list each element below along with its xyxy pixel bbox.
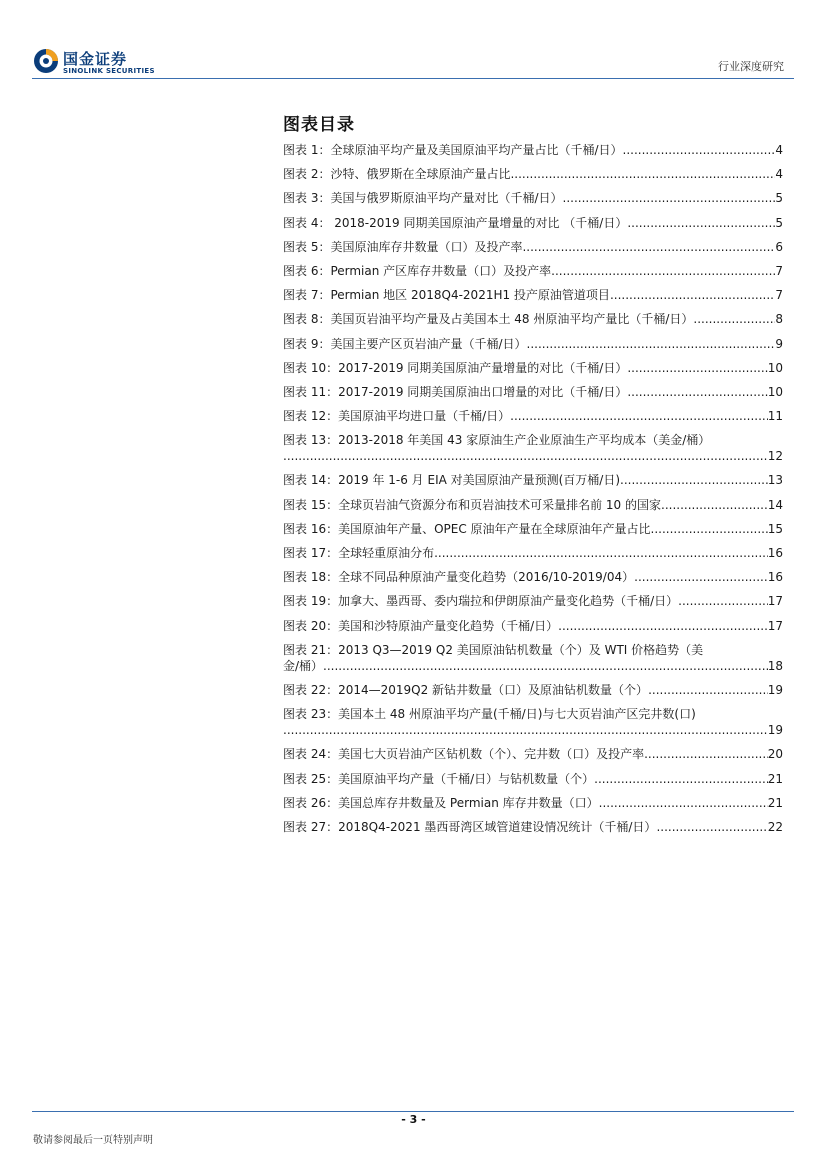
toc-entry-text: 图表 1：全球原油平均产量及美国原油平均产量占比（千桶/日） [283, 143, 623, 157]
toc-entry-page: 13 [767, 473, 783, 488]
toc-leader-dots [634, 569, 768, 585]
toc-entry-page: 6 [775, 239, 783, 254]
toc-entry[interactable] [283, 239, 783, 255]
company-name-cn: 国金证券 [63, 50, 128, 68]
toc-leader-dots [527, 336, 776, 352]
toc-leader-dots [661, 497, 768, 513]
toc-entry-text: 图表 17：全球轻重原油分布 [283, 546, 435, 560]
company-name-en: SINOLINK SECURITIES [63, 67, 155, 75]
toc-title: 图表目录 [283, 115, 355, 135]
toc-entry-text: 图表 2：沙特、俄罗斯在全球原油产量占比 [283, 167, 511, 182]
toc-entry-text: 图表 10：2017-2019 同期美国原油产量增量的对比（千桶/日） [283, 360, 628, 375]
toc-entry-line [283, 360, 783, 376]
toc-entry-line [283, 658, 783, 674]
toc-entry[interactable] [283, 682, 783, 698]
toc-leader-dots [644, 746, 768, 762]
toc-entry-line [283, 311, 783, 327]
toc-entry-line [283, 569, 783, 585]
toc-entry-text-line1: 图表 13：2013-2018 年美国 43 家原油生产企业原油生产平均成本（美金/桶） [283, 433, 711, 448]
toc-entry-text: 图表 16：美国原油年产量、OPEC 原油年产量在全球原油年产量占比 [283, 521, 651, 536]
toc-entry-page: 5 [775, 215, 783, 230]
toc-entry[interactable] [283, 263, 783, 279]
toc-entry-line [283, 263, 783, 279]
toc-leader-dots [627, 360, 767, 376]
toc-entry-text-line1: 图表 23：美国本土 48 州原油平均产量(千桶/日)与七大页岩油产区完井数(口) [283, 707, 696, 722]
toc-entry-line [283, 190, 783, 206]
toc-entry-page: 4 [775, 143, 783, 157]
table-of-figures [283, 142, 783, 843]
toc-entry-page: 21 [767, 771, 783, 786]
toc-entry-page: 17 [767, 594, 783, 609]
toc-entry[interactable] [283, 190, 783, 206]
toc-entry-text: 图表 7：Permian 地区 2018Q4-2021H1 投产原油管道项目 [283, 288, 610, 303]
toc-leader-dots [599, 795, 768, 811]
toc-leader-dots [323, 658, 768, 674]
toc-entry-line [283, 472, 783, 488]
toc-leader-dots [558, 618, 768, 634]
toc-entry-page: 16 [767, 546, 783, 560]
toc-entry-line [283, 215, 783, 231]
toc-entry[interactable] [283, 746, 783, 762]
toc-entry[interactable] [283, 545, 783, 561]
toc-entry-line [283, 287, 783, 303]
toc-entry-page: 17 [767, 618, 783, 633]
page-header [0, 0, 827, 82]
toc-entry-page: 22 [767, 819, 783, 834]
toc-entry[interactable] [283, 432, 783, 464]
toc-entry-line [283, 336, 783, 352]
page-number: - 3 - [401, 1113, 426, 1126]
toc-leader-dots [563, 190, 776, 206]
toc-entry-line [283, 142, 783, 158]
toc-entry-text: 图表 19：加拿大、墨西哥、委内瑞拉和伊朗原油产量变化趋势（千桶/日） [283, 594, 679, 609]
footer-disclaimer: 敬请参阅最后一页特别声明 [33, 1135, 153, 1146]
toc-leader-dots [551, 263, 775, 279]
toc-entry-line [283, 166, 783, 182]
toc-entry[interactable] [283, 142, 783, 158]
toc-entry-page: 15 [767, 521, 783, 536]
toc-entry-line [283, 746, 783, 762]
toc-entry-page: 10 [767, 360, 783, 375]
toc-leader-dots [283, 448, 768, 464]
toc-leader-dots [623, 142, 776, 158]
toc-entry-text: 图表 26：美国总库存井数量及 Permian 库存井数量（口） [283, 795, 599, 810]
toc-leader-dots [651, 521, 768, 537]
toc-leader-dots [678, 593, 768, 609]
toc-entry[interactable] [283, 706, 783, 738]
toc-leader-dots [648, 682, 768, 698]
toc-entry-page: 9 [775, 336, 783, 351]
toc-entry-line [283, 408, 783, 424]
toc-entry-text: 图表 20：美国和沙特原油产量变化趋势（千桶/日） [283, 618, 559, 633]
toc-leader-dots [656, 819, 767, 835]
toc-entry-text: 图表 9：美国主要产区页岩油产量（千桶/日） [283, 336, 527, 351]
toc-leader-dots [594, 771, 768, 787]
toc-entry-line [283, 722, 783, 738]
toc-leader-dots [510, 408, 768, 424]
toc-entry-line [283, 593, 783, 609]
toc-entry[interactable] [283, 360, 783, 376]
toc-entry-line [283, 239, 783, 255]
toc-entry-text: 图表 25：美国原油平均产量（千桶/日）与钻机数量（个） [283, 771, 595, 786]
toc-entry[interactable] [283, 408, 783, 424]
toc-entry-page: 20 [767, 747, 783, 762]
toc-entry-text: 图表 18：全球不同品种原油产量变化趋势（2016/10-2019/04） [283, 570, 635, 585]
toc-entry-page: 19 [767, 682, 783, 697]
toc-entry[interactable] [283, 384, 783, 400]
toc-entry-text: 金/桶） [283, 658, 324, 673]
toc-leader-dots [522, 239, 775, 255]
toc-entry[interactable] [283, 593, 783, 609]
toc-entry-page: 7 [775, 288, 783, 303]
toc-entry[interactable] [283, 336, 783, 352]
toc-leader-dots [283, 722, 768, 738]
toc-entry-page: 21 [767, 795, 783, 810]
toc-entry-line [283, 618, 783, 634]
toc-entry-text: 图表 11：2017-2019 同期美国原油出口增量的对比（千桶/日） [283, 384, 628, 399]
toc-leader-dots [610, 287, 775, 303]
toc-entry[interactable] [283, 569, 783, 585]
toc-entry-text: 图表 22：2014—2019Q2 新钻井数量（口）及原油钻机数量（个） [283, 682, 649, 697]
toc-entry[interactable] [283, 642, 783, 674]
toc-leader-dots [434, 545, 768, 561]
toc-entry-page: 5 [775, 191, 783, 206]
toc-entry-text: 图表 3：美国与俄罗斯原油平均产量对比（千桶/日） [283, 191, 563, 206]
toc-entry-text: 图表 8：美国页岩油平均产量及占美国本土 48 州原油平均产量比（千桶/日） [283, 312, 694, 327]
toc-entry-text-line1: 图表 21：2013 Q3—2019 Q2 美国原油钻机数量（个）及 WTI 价格趋势（美 [283, 642, 704, 657]
toc-entry-line [283, 771, 783, 787]
toc-entry[interactable] [283, 521, 783, 537]
toc-entry-page: 18 [767, 658, 783, 673]
toc-entry-text: 图表 6：Permian 产区库存井数量（口）及投产率 [283, 263, 552, 278]
toc-entry[interactable] [283, 771, 783, 787]
toc-entry-text: 图表 27：2018Q4-2021 墨西哥湾区域管道建设情况统计（千桶/日） [283, 819, 657, 834]
toc-entry-page: 7 [775, 263, 783, 278]
toc-entry-page: 16 [767, 570, 783, 585]
toc-entry[interactable] [283, 618, 783, 634]
toc-entry-text: 图表 14：2019 年 1-6 月 EIA 对美国原油产量预测(百万桶/日) [283, 473, 621, 488]
toc-entry-page: 11 [767, 409, 783, 424]
toc-entry-text: 图表 15：全球页岩油气资源分布和页岩油技术可采量排名前 10 的国家 [283, 497, 661, 512]
toc-entry[interactable] [283, 497, 783, 513]
toc-entry[interactable] [283, 287, 783, 303]
toc-entry-line [283, 795, 783, 811]
toc-entry-text: 图表 4： 2018-2019 同期美国原油产量增量的对比 （千桶/日） [283, 215, 628, 230]
toc-leader-dots [510, 166, 775, 182]
toc-entry[interactable] [283, 311, 783, 327]
toc-entry[interactable] [283, 215, 783, 231]
toc-entry[interactable] [283, 795, 783, 811]
toc-entry-page: 8 [775, 312, 783, 327]
toc-leader-dots [620, 472, 768, 488]
toc-entry-line [283, 521, 783, 537]
toc-entry-line [283, 384, 783, 400]
header-divider [32, 78, 794, 79]
toc-leader-dots [627, 384, 767, 400]
toc-entry-line [283, 682, 783, 698]
toc-entry-page: 10 [767, 384, 783, 399]
toc-entry-line [283, 448, 783, 464]
toc-entry-line [283, 545, 783, 561]
toc-entry-page: 4 [775, 167, 783, 182]
toc-leader-dots [627, 215, 775, 231]
toc-entry-text: 图表 5：美国原油库存井数量（口）及投产率 [283, 239, 523, 254]
toc-leader-dots [693, 311, 775, 327]
company-logo [33, 46, 183, 80]
sinolink-logo-icon [33, 48, 59, 74]
toc-entry[interactable] [283, 166, 783, 182]
footer-divider [32, 1111, 794, 1112]
toc-entry-page: 19 [767, 723, 783, 738]
report-type: 行业深度研究 [718, 60, 784, 73]
toc-entry[interactable] [283, 472, 783, 488]
toc-entry[interactable] [283, 819, 783, 835]
toc-entry-line [283, 819, 783, 835]
toc-entry-line [283, 497, 783, 513]
toc-entry-page: 12 [767, 449, 783, 464]
toc-entry-text: 图表 24：美国七大页岩油产区钻机数（个）、完井数（口）及投产率 [283, 747, 645, 762]
toc-entry-text: 图表 12：美国原油平均进口量（千桶/日） [283, 409, 511, 424]
toc-entry-page: 14 [767, 497, 783, 512]
